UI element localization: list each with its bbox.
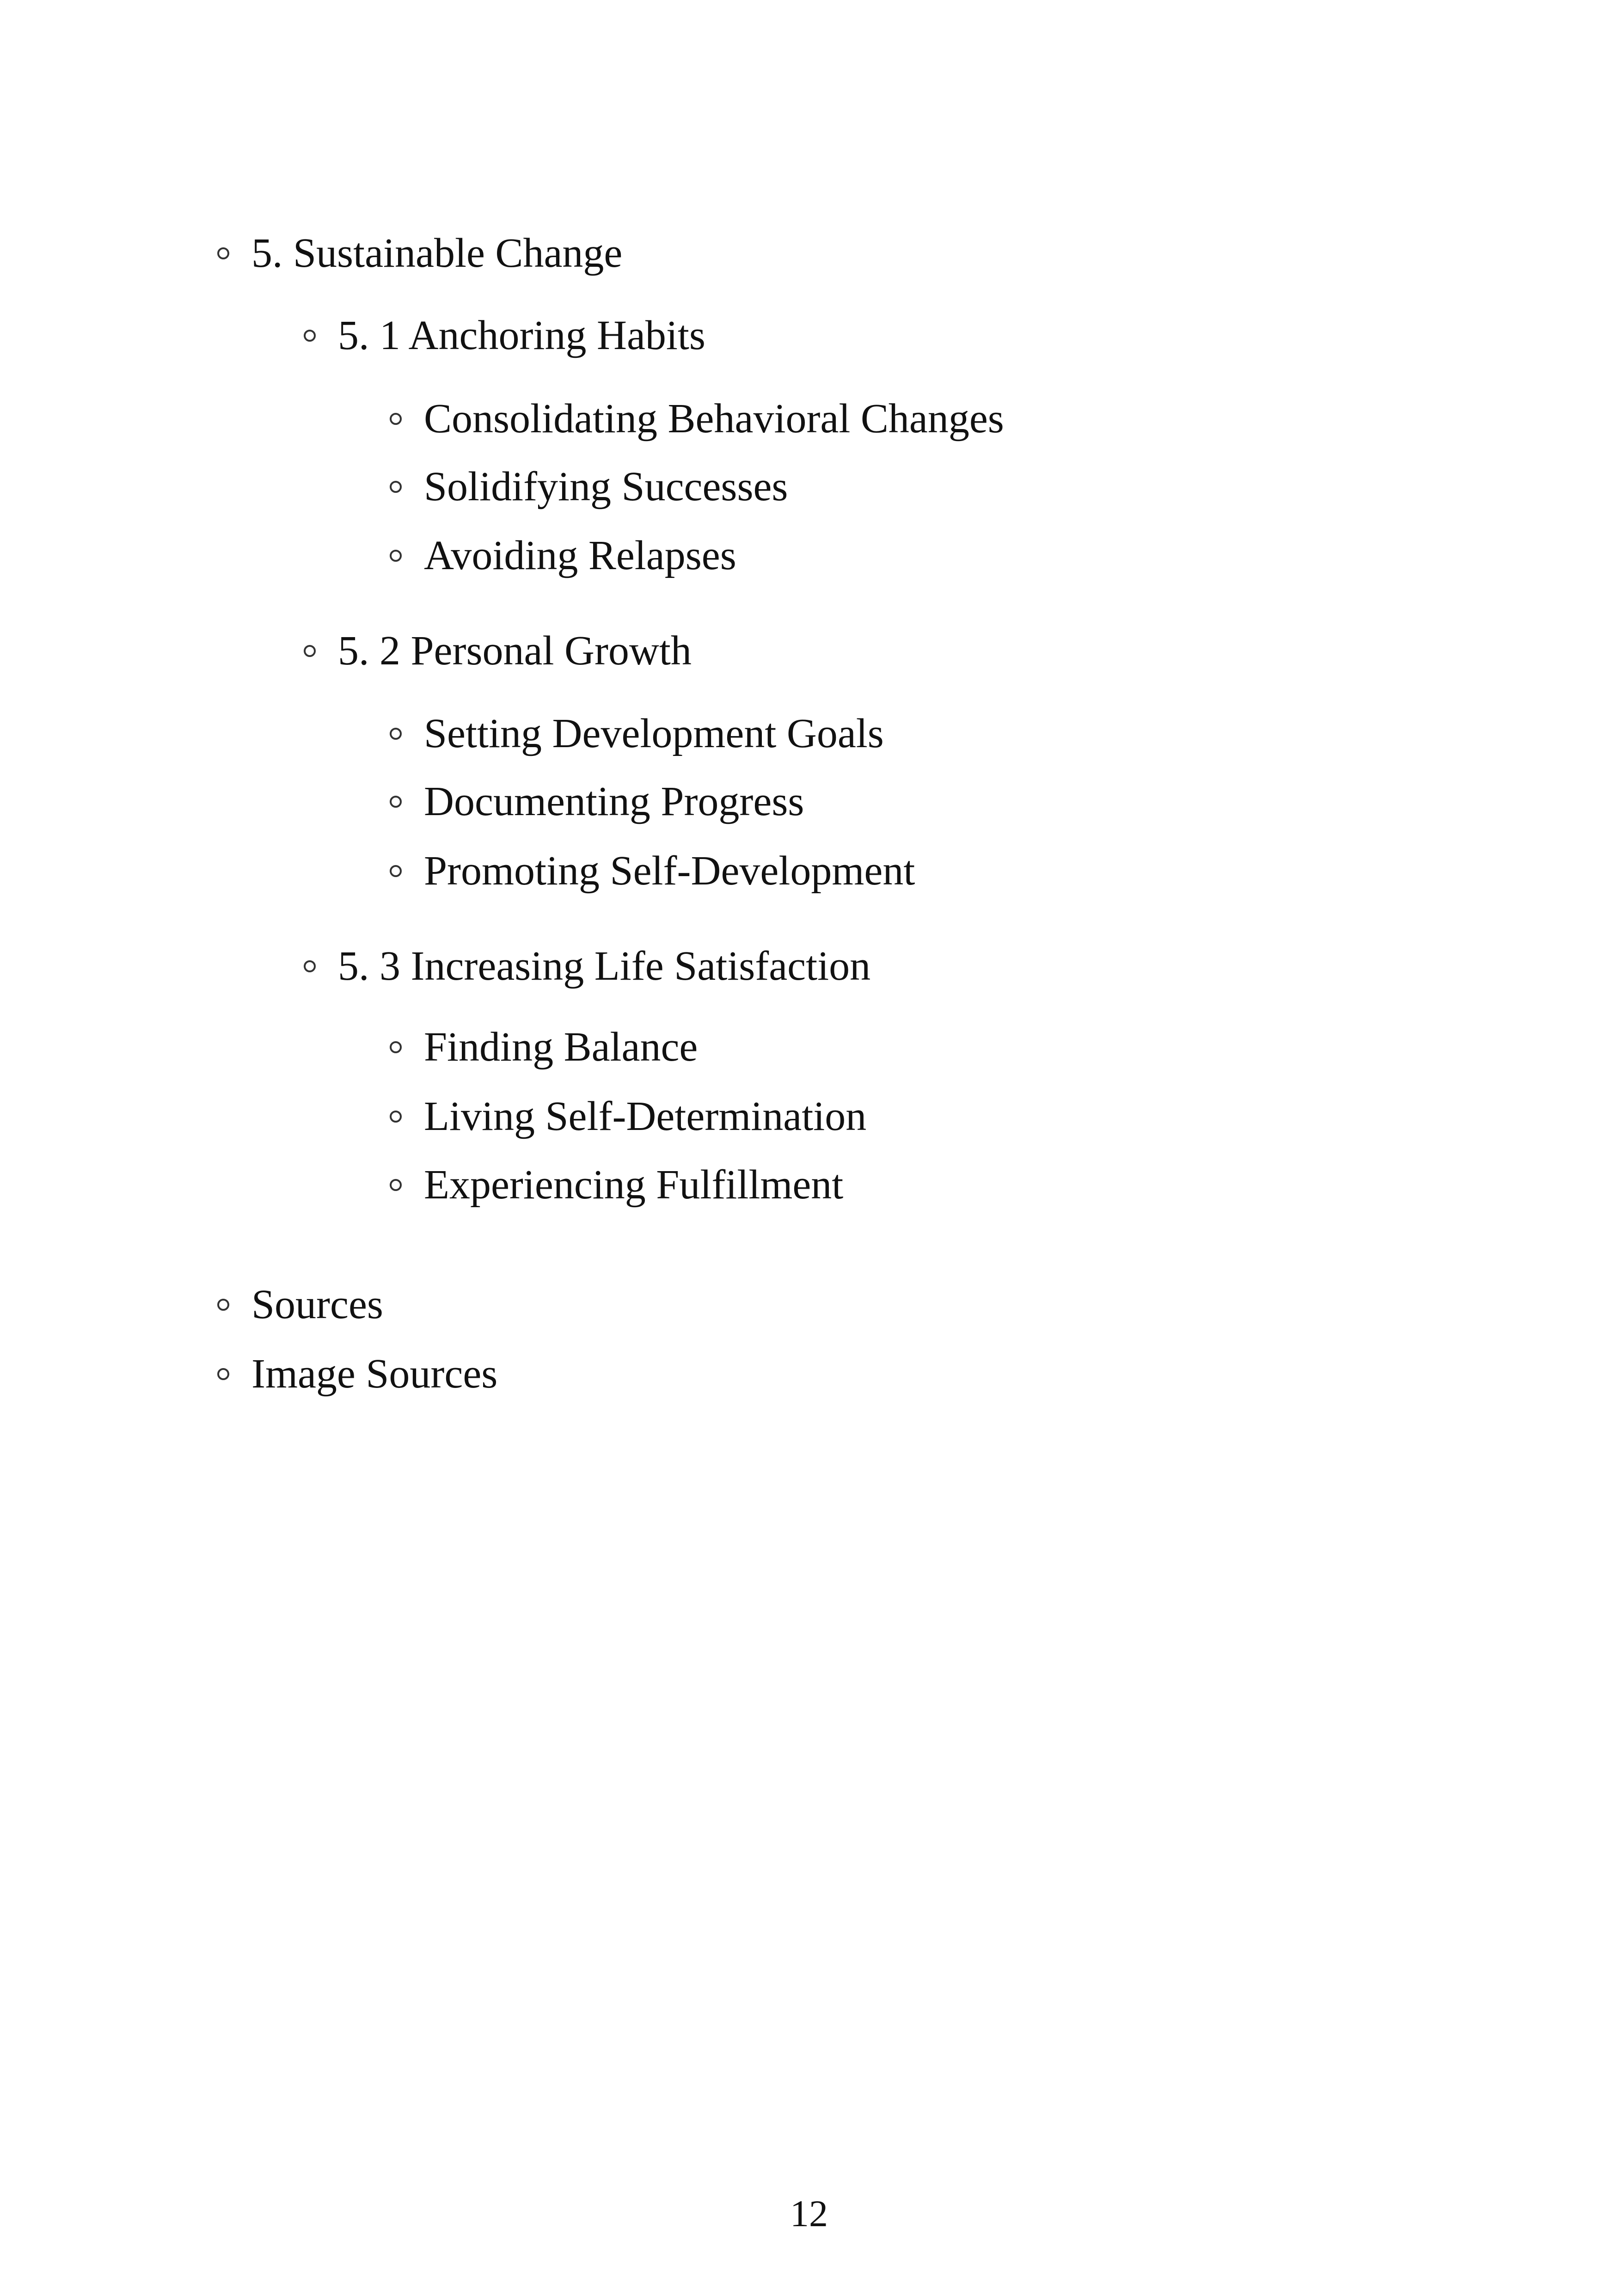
toc-entry-label: Living Self-Determination (424, 1093, 867, 1139)
toc-entry-label: Image Sources (251, 1351, 498, 1397)
hollow-circle-bullet-icon (390, 413, 402, 425)
toc-entry-avoiding-relapses[interactable] (390, 535, 736, 577)
hollow-circle-bullet-icon (390, 728, 402, 740)
toc-entry-living-self-determination[interactable] (390, 1093, 867, 1139)
toc-entry-label: 5. 3 Increasing Life Satisfaction (338, 943, 871, 989)
toc-entry-label: Documenting Progress (424, 779, 804, 824)
hollow-circle-bullet-icon (304, 330, 316, 342)
toc-entry-consolidating-behavioral-changes[interactable] (390, 398, 1004, 440)
toc-entry-label: 5. Sustainable Change (251, 230, 623, 276)
toc-entry-label: Sources (251, 1282, 383, 1327)
hollow-circle-bullet-icon (390, 796, 402, 808)
hollow-circle-bullet-icon (304, 960, 316, 972)
toc-entry-label: Promoting Self-Development (424, 848, 915, 894)
toc-entry-label: 5. 2 Personal Growth (338, 628, 692, 674)
hollow-circle-bullet-icon (217, 1299, 229, 1311)
hollow-circle-bullet-icon (217, 247, 229, 259)
toc-entry-label: Finding Balance (424, 1024, 698, 1070)
hollow-circle-bullet-icon (390, 1111, 402, 1123)
toc-entry-documenting-progress[interactable] (390, 781, 804, 823)
toc-entry-anchoring-habits[interactable] (304, 315, 705, 356)
hollow-circle-bullet-icon (390, 1041, 402, 1053)
toc-entry-label: Setting Development Goals (424, 711, 884, 756)
toc-entry-label: 5. 1 Anchoring Habits (338, 313, 705, 358)
hollow-circle-bullet-icon (390, 550, 402, 562)
hollow-circle-bullet-icon (390, 1179, 402, 1191)
toc-entry-solidifying-successes[interactable] (390, 466, 788, 508)
toc-entry-label: Avoiding Relapses (424, 533, 736, 578)
hollow-circle-bullet-icon (217, 1368, 229, 1380)
page-number: 12 (790, 2192, 828, 2235)
toc-entry-promoting-self-development[interactable] (390, 850, 915, 892)
toc-entry-label: Experiencing Fulfillment (424, 1162, 844, 1208)
toc-entry-label: Consolidating Behavioral Changes (424, 396, 1004, 442)
toc-entry-experiencing-fulfillment[interactable] (390, 1164, 843, 1206)
toc-entry-image-sources[interactable] (217, 1353, 497, 1395)
hollow-circle-bullet-icon (390, 481, 402, 493)
toc-entry-sustainable-change[interactable] (217, 230, 623, 276)
toc-entry-finding-balance[interactable] (390, 1026, 698, 1068)
toc-entry-sources[interactable] (217, 1284, 383, 1326)
toc-entry-increasing-life-satisfaction[interactable] (304, 945, 870, 987)
toc-entry-label: Solidifying Successes (424, 464, 788, 510)
toc-entry-personal-growth[interactable] (304, 630, 692, 672)
hollow-circle-bullet-icon (390, 865, 402, 877)
toc-entry-setting-development-goals[interactable] (390, 713, 884, 755)
hollow-circle-bullet-icon (304, 645, 316, 657)
